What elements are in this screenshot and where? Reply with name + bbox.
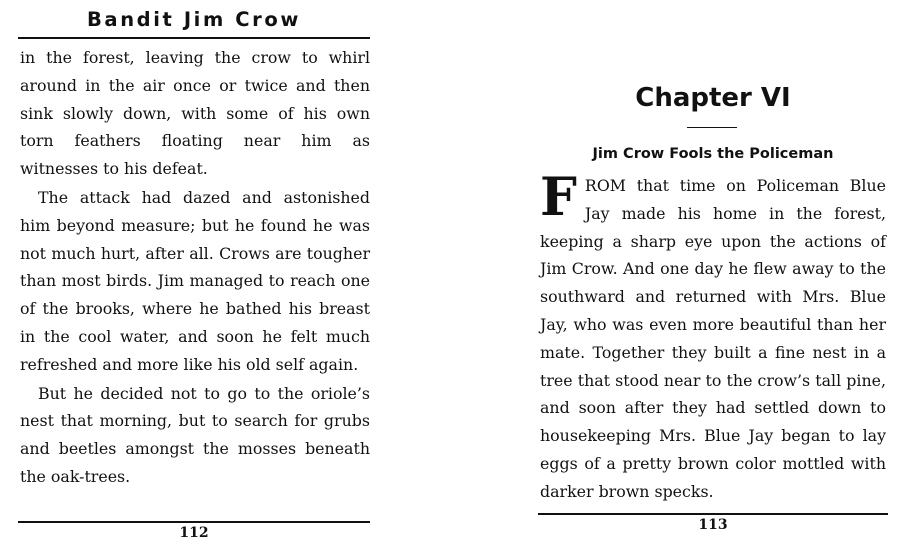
page-number: 112 [179, 525, 209, 541]
paragraph: But he decided not to go to the oriole’s nest that morning, but to search for grubs and beetles amongst the mosses beneath the oak-trees. [20, 383, 370, 486]
page-number: 113 [698, 517, 728, 533]
left-page [0, 0, 390, 548]
running-head: Bandit Jim Crow [86, 8, 302, 31]
opening-paragraph [540, 167, 886, 506]
paragraph: The attack had dazed and astonished him beyond measure; but he found he was not much hurt, after all. Crows are tougher than most birds. Jim managed to reach one of the brooks, where he bathed his breast in the cool water, and soon he felt much refreshed and more like his old self again. [20, 187, 370, 374]
drop-cap: F [540, 167, 577, 228]
right-page-body [540, 167, 886, 506]
chapter-subtitle: Jim Crow Fools the Policeman [592, 146, 834, 162]
right-page [520, 0, 911, 548]
chapter-title-rule [687, 127, 737, 128]
chapter-title: Chapter VI [635, 83, 791, 113]
left-page-body [20, 44, 370, 491]
header-rule [18, 37, 370, 39]
footer-rule [18, 521, 370, 523]
footer-rule [538, 513, 888, 515]
paragraph: in the forest, leaving the crow to whirl around in the air once or twice and then sink slowly down, with some of his own torn feathers floating near him as witnesses to his defeat. [20, 48, 370, 179]
paragraph-text: ROM that time on Policeman Blue Jay made his home in the forest, keeping a sharp eye upon the actions of Jim Crow. And one day he flew away to the southward and returned with Mrs. Blue Jay, who was even more beautiful than her mate. Together they built a fine nest in a tree that stood near to the crow’s tall pine, and soon after they had settled down to housekeeping Mrs. Blue Jay began to lay eggs of a pretty brown color mottled with darker brown specks. [540, 176, 886, 501]
